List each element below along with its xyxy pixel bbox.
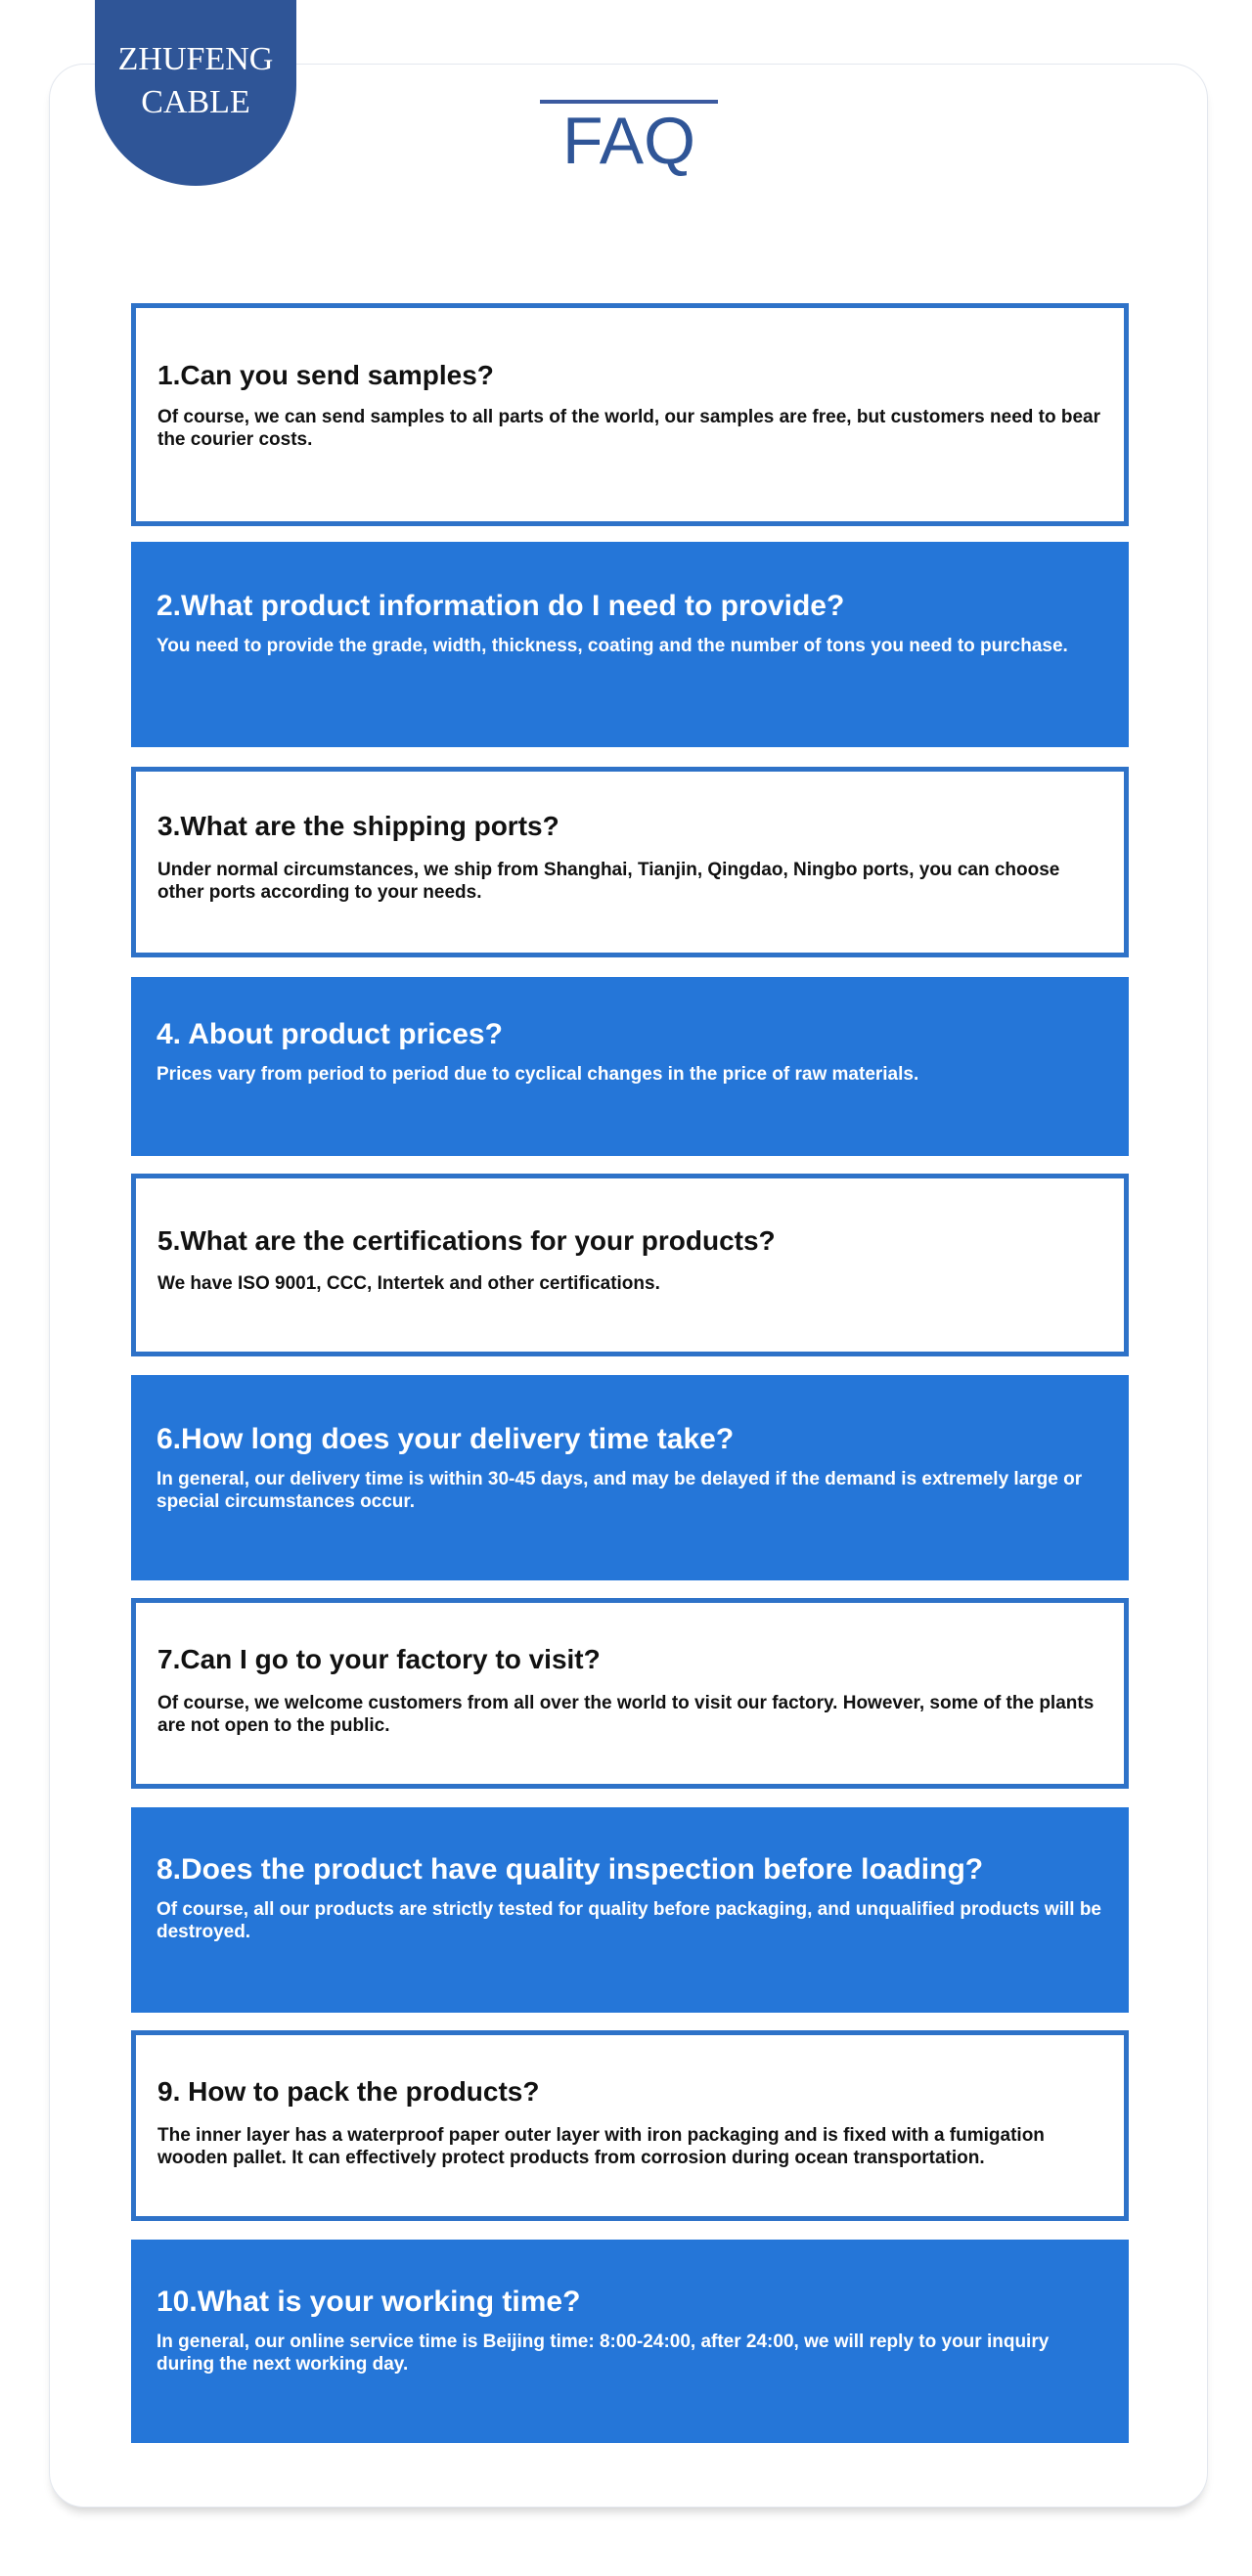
faq-item-1 (131, 303, 1129, 526)
faq-item-7 (131, 1598, 1129, 1789)
faq-question: 6.How long does your delivery time take? (156, 1423, 735, 1455)
faq-question: 2.What product information do I need to provide? (156, 590, 845, 622)
faq-item-9 (131, 2030, 1129, 2221)
faq-answer: You need to provide the grade, width, thickness, coating and the number of tons you need to purchase. (156, 636, 1068, 656)
faq-question: 3.What are the shipping ports? (157, 811, 559, 841)
faq-answer: In general, our online service time is Beijing time: 8:00-24:00, after 24:00, we will reply to your inquiry during the next working day. (156, 2332, 1050, 2375)
faq-question: 1.Can you send samples? (157, 360, 494, 390)
faq-answer: Under normal circumstances, we ship from Shanghai, Tianjin, Qingdao, Ningbo ports, you can choose other ports according to your needs. (157, 860, 1060, 903)
faq-item-5 (131, 1174, 1129, 1356)
faq-answer: Of course, all our products are strictly tested for quality before packaging, and unqualified products will be destroyed. (156, 1899, 1102, 1942)
faq-question: 9. How to pack the products? (157, 2076, 540, 2107)
faq-question: 8.Does the product have quality inspection before loading? (156, 1853, 984, 1886)
faq-answer: We have ISO 9001, CCC, Intertek and other certifications. (157, 1273, 660, 1294)
faq-item-6 (131, 1375, 1129, 1580)
faq-answer: Prices vary from period to period due to cyclical changes in the price of raw materials. (156, 1064, 919, 1085)
faq-answer: The inner layer has a waterproof paper outer layer with iron packaging and is fixed with a fumigation wooden pallet. It can effectively protect products from corrosion during ocean transportation. (157, 2125, 1045, 2168)
faq-question: 5.What are the certifications for your products? (157, 1225, 776, 1256)
faq-item-10 (131, 2240, 1129, 2443)
faq-question: 7.Can I go to your factory to visit? (157, 1644, 601, 1674)
faq-question: 10.What is your working time? (156, 2286, 581, 2318)
faq-answer: Of course, we can send samples to all parts of the world, our samples are free, but customers need to bear the courier costs. (157, 407, 1100, 450)
brand-name: ZHUFENG CABLE (117, 41, 274, 120)
faq-answer: In general, our delivery time is within 30-45 days, and may be delayed if the demand is extremely large or special circumstances occur. (156, 1469, 1083, 1512)
faq-item-4 (131, 977, 1129, 1156)
faq-item-3 (131, 767, 1129, 957)
faq-item-8 (131, 1807, 1129, 2013)
page-title: FAQ (561, 104, 696, 178)
faq-answer: Of course, we welcome customers from all over the world to visit our factory. However, some of the plants are not open to the public. (157, 1693, 1095, 1736)
faq-item-2 (131, 542, 1129, 747)
faq-question: 4. About product prices? (156, 1018, 503, 1050)
